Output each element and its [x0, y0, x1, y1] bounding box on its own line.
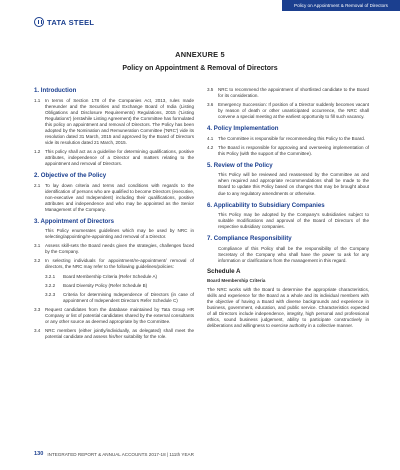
section-heading: 5. Review of the Policy: [207, 161, 273, 169]
section-implementation: [207, 125, 369, 157]
list-item: 3.6 Emergency Succession: If position of a Director suddenly becomes vacant by reason of death or other unanticipated occurrence, the NRC shall convene a special meeting at the earliest opportunity to fill such vacancy.: [207, 102, 369, 120]
list-item: 4.1 The Committee is responsible for recommending this Policy to the Board.: [207, 135, 366, 141]
sub-list-item: 3.2.1 Board Membership Criteria (Refer Schedule A): [45, 273, 158, 279]
section-review: [207, 162, 369, 197]
section-subsidiaries: [207, 202, 369, 231]
section-objective: [34, 172, 194, 213]
list-item: 1.1 In terms of Section 178 of the Companies Act, 2013, rules made thereunder and the Securities and Exchange Board of India (Listing Obligations and Disclosure Requirements) Regulations, 2015 ('Listing Regulations') (erstwhile Listing Agreement) the Committee has formulated this policy on appointment and removal of Directors. The Policy has been adopted by the Nomination and Remuneration Committee ('NRC') vide its resolution dated 31 March, 2015 and approved by the Board of Directors vide its resolution dated 21 March, 2015.: [34, 97, 194, 145]
footer-text: INTEGRATED REPORT & ANNUAL ACCOUNTS 2017-18 | 111th YEAR: [47, 451, 194, 457]
list-item: 4.2 The Board is responsible for approving and overseeing implementation of this Policy (with the support of the Committee).: [207, 144, 369, 156]
page-title: ANNEXURE 5: [175, 50, 225, 59]
right-column: [207, 87, 369, 332]
logo-text: TATA STEEL: [47, 17, 95, 27]
section-heading: 6. Applicability to Subsidiary Companies: [207, 201, 325, 209]
tata-logo-icon: [34, 17, 44, 27]
section-appointment: [34, 218, 194, 340]
page-footer: [34, 451, 334, 457]
section-heading: 3. Appointment of Directors: [34, 217, 115, 225]
schedule-a-heading: Schedule A: [207, 267, 241, 275]
section-heading: 4. Policy Implementation: [207, 125, 279, 133]
page-number: 130: [34, 451, 44, 457]
list-item: 3.2 In selecting individuals for appointment/re-appointment/ removal of directors, the NRC may refer to the following guidelines/policies:: [34, 258, 194, 270]
list-item: 2.1 To lay down criteria and terms and conditions with regards to the identification of persons who are qualified to become Directors (executive, non-executive and Independent) including their qualifications, positive attributes and independence and who may be appointed as the Senior Management of the Company.: [34, 182, 194, 212]
list-item: 3.4 NRC members (either jointly/individually, as delegated) shall meet the potential candidate and assess his/her suitability for the role.: [34, 327, 194, 339]
sub-list-item: 3.2.2 Board Diversity Policy (Refer Schedule B): [45, 282, 148, 288]
company-logo: [34, 17, 94, 27]
section-heading: 7. Compliance Responsibility: [207, 235, 292, 243]
section-heading: 2. Objective of the Policy: [34, 172, 107, 180]
paragraph: This Policy will be reviewed and reassessed by the Committee as and when required and appropriate recommendations shall be made to the Board to update this Policy based on changes that may be brought about due to any regulatory amendments or otherwise.: [218, 172, 369, 196]
list-item: 3.5 NRC to recommend the appointment of shortlisted candidate to the Board for its consideration.: [207, 87, 369, 99]
section-appointment-continued: [207, 87, 369, 120]
section-compliance: [207, 235, 369, 264]
list-item: 3.3 Request candidates from the database maintained by Tata Group HR Company or list of potential candidates shared by the external consultants or any other source as deemed appropriate by the Committee.: [34, 306, 194, 324]
schedule-a-subheading: Board Membership Criteria: [207, 277, 266, 283]
paragraph: Compliance of this Policy shall be the responsibility of the Company Secretary of the Company who shall have the power to ask for any information or clarifications from the management in this regard.: [218, 245, 369, 263]
paragraph: This Policy enumerates guidelines which may be used by NRC in selecting/appointing/re-appointing and removal of a Director.: [45, 228, 194, 240]
list-item: 1.2 This policy shall act as a guideline for determining qualifications, positive attributes, independence of a Director and matters relating to the appointment and removal of Directors.: [34, 148, 194, 166]
list-item: 3.1 Assess skill-sets the Board needs given the strategies, challenges faced by the Company.: [34, 243, 194, 255]
page-subtitle: Policy on Appointment & Removal of Directors: [122, 65, 278, 72]
header-tab: Policy on Appointment & Removal of Directors: [282, 0, 400, 11]
paragraph: The NRC works with the Board to determine the appropriate characteristics, skills and experience for the Board as a whole and its individual members with the objective of having a Board with diverse backgrounds and experience in business, government, education, and public service. Characteristics expected of all Directors include independence, integrity, high personal and professional ethics, sound business judgement, ability to participate constructively in deliberations and willingness to exercise authority in a collective manner.: [207, 286, 369, 329]
section-heading: 1. Introduction: [34, 87, 77, 94]
sub-list-item: 3.2.3 Criteria for determining Independence of Directors (in case of appointment of Independent Directors Refer Schedule C): [45, 291, 194, 303]
paragraph: This Policy may be adopted by the Company's subsidiaries subject to suitable modifications and approval of the Board of Directors of the respective subsidiary companies.: [218, 212, 369, 230]
left-column: [34, 87, 194, 345]
section-introduction: [34, 87, 194, 167]
